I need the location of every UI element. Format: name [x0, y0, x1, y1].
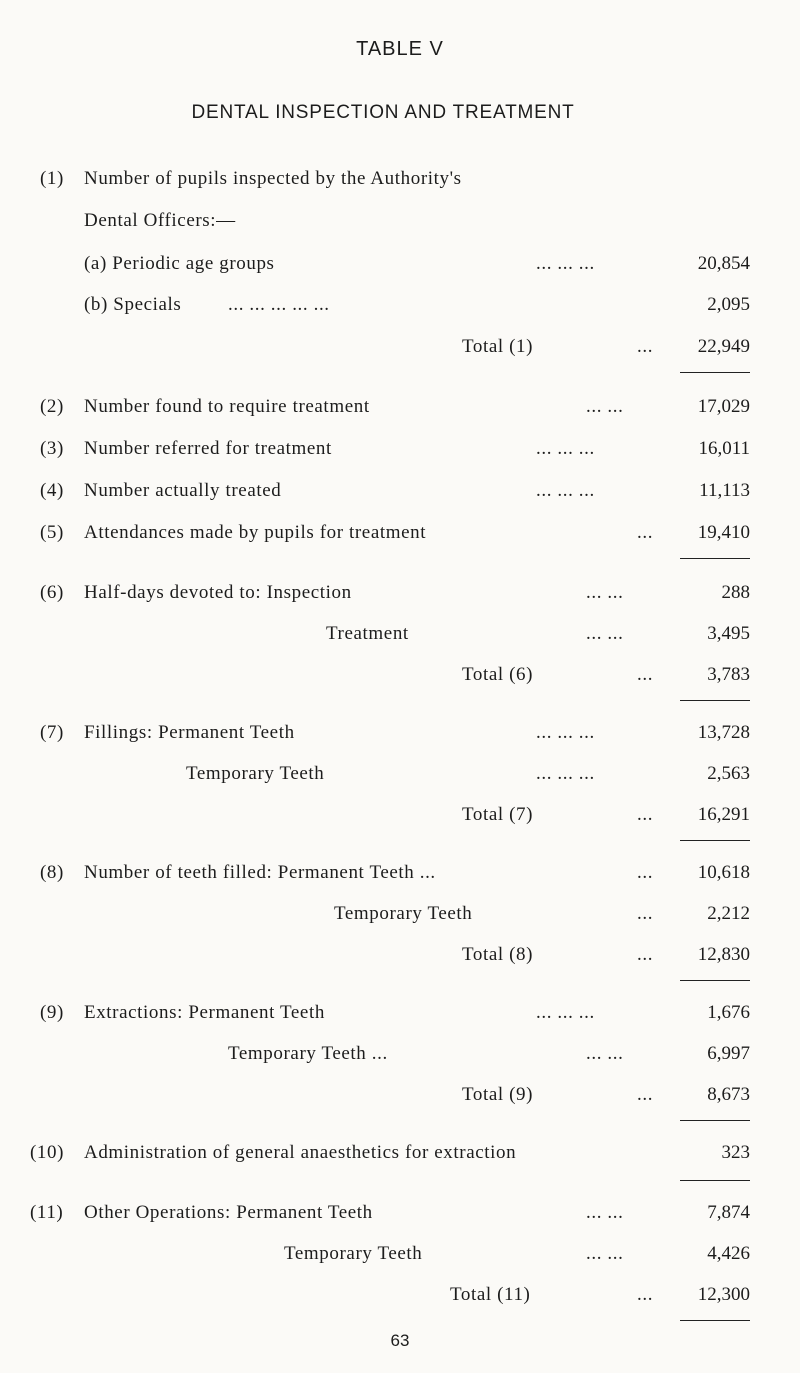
- leader-dots: ...: [637, 522, 654, 543]
- item-label: Number actually treated: [84, 480, 282, 501]
- item-number: (1): [40, 168, 64, 189]
- item-number: (3): [40, 438, 64, 459]
- leader-dots: ...: [637, 1084, 654, 1105]
- item-number: (10): [30, 1142, 65, 1163]
- total-rule: [680, 1180, 750, 1181]
- sub-item-label: (b) Specials: [84, 294, 182, 315]
- value: 323: [721, 1142, 750, 1163]
- leader-dots: ... ... ...: [536, 438, 595, 459]
- value: 3,495: [707, 623, 750, 644]
- leader-dots: ...: [637, 903, 654, 924]
- total-value: 12,830: [697, 944, 750, 965]
- leader-dots: ... ...: [586, 623, 624, 644]
- total-value: 12,300: [697, 1284, 750, 1305]
- total-rule: [680, 372, 750, 373]
- value: 2,563: [707, 763, 750, 784]
- item-label: Other Operations: Permanent Teeth: [84, 1202, 373, 1223]
- sub-item-label: Temporary Teeth: [186, 763, 325, 784]
- value: 16,011: [698, 438, 750, 459]
- item-label: Number found to require treatment: [84, 396, 370, 417]
- total-label: Total (6): [462, 664, 534, 685]
- item-number: (7): [40, 722, 64, 743]
- item-label: Dental Officers:—: [84, 210, 236, 231]
- value: 1,676: [707, 1002, 750, 1023]
- sub-item-label: Temporary Teeth: [284, 1243, 423, 1264]
- leader-dots: ...: [637, 944, 654, 965]
- value: 13,728: [697, 722, 750, 743]
- total-rule: [680, 980, 750, 981]
- leader-dots: ... ... ...: [536, 1002, 595, 1023]
- total-value: 3,783: [707, 664, 750, 685]
- sub-item-label: (a) Periodic age groups: [84, 253, 275, 274]
- value: 11,113: [699, 480, 750, 501]
- item-number: (11): [30, 1202, 64, 1223]
- item-number: (2): [40, 396, 64, 417]
- table-subtitle: DENTAL INSPECTION AND TREATMENT: [191, 102, 575, 123]
- leader-dots: ... ...: [586, 582, 624, 603]
- value: 20,854: [697, 253, 750, 274]
- value: 288: [721, 582, 750, 603]
- item-label: Attendances made by pupils for treatment: [84, 522, 427, 543]
- sub-item-label: Temporary Teeth ...: [228, 1043, 388, 1064]
- item-label: Number of teeth filled: Permanent Teeth ...: [84, 862, 436, 883]
- item-label: Half-days devoted to: Inspection: [84, 582, 352, 603]
- item-label: Extractions: Permanent Teeth: [84, 1002, 325, 1023]
- total-value: 8,673: [707, 1084, 750, 1105]
- total-value: 16,291: [697, 804, 750, 825]
- value: 2,212: [707, 903, 750, 924]
- leader-dots: ... ...: [586, 1202, 624, 1223]
- total-label: Total (8): [462, 944, 534, 965]
- total-rule: [680, 1120, 750, 1121]
- item-number: (8): [40, 862, 64, 883]
- total-label: Total (7): [462, 804, 534, 825]
- item-number: (5): [40, 522, 64, 543]
- leader-dots: ... ... ...: [536, 722, 595, 743]
- value: 4,426: [707, 1243, 750, 1264]
- item-label: Fillings: Permanent Teeth: [84, 722, 295, 743]
- sub-item-label: Temporary Teeth: [334, 903, 473, 924]
- table-title: TABLE V: [356, 38, 444, 60]
- leader-dots: ... ...: [586, 396, 624, 417]
- leader-dots: ... ...: [586, 1043, 624, 1064]
- total-label: Total (11): [450, 1284, 531, 1305]
- item-number: (4): [40, 480, 64, 501]
- leader-dots: ... ... ...: [536, 253, 595, 274]
- value: 19,410: [697, 522, 750, 543]
- total-rule: [680, 1320, 750, 1321]
- leader-dots: ... ... ...: [536, 480, 595, 501]
- item-label: Number referred for treatment: [84, 438, 332, 459]
- total-label: Total (9): [462, 1084, 534, 1105]
- item-number: (6): [40, 582, 64, 603]
- value: 2,095: [707, 294, 750, 315]
- item-number: (9): [40, 1002, 64, 1023]
- value: 10,618: [697, 862, 750, 883]
- total-rule: [680, 700, 750, 701]
- total-rule: [680, 558, 750, 559]
- page-number: 63: [390, 1331, 410, 1350]
- total-rule: [680, 840, 750, 841]
- value: 17,029: [697, 396, 750, 417]
- leader-dots: ...: [637, 336, 654, 357]
- value: 7,874: [707, 1202, 750, 1223]
- total-value: 22,949: [697, 336, 750, 357]
- item-label: Administration of general anaesthetics for extraction: [84, 1142, 517, 1163]
- leader-dots: ...: [637, 804, 654, 825]
- leader-dots: ... ...: [586, 1243, 624, 1264]
- value: 6,997: [707, 1043, 750, 1064]
- item-label: Number of pupils inspected by the Authority's: [84, 168, 462, 189]
- leader-dots: ...: [637, 664, 654, 685]
- leader-dots: ... ... ... ... ...: [228, 294, 330, 315]
- leader-dots: ... ... ...: [536, 763, 595, 784]
- leader-dots: ...: [637, 1284, 654, 1305]
- total-label: Total (1): [462, 336, 534, 357]
- leader-dots: ...: [637, 862, 654, 883]
- sub-item-label: Treatment: [326, 623, 409, 644]
